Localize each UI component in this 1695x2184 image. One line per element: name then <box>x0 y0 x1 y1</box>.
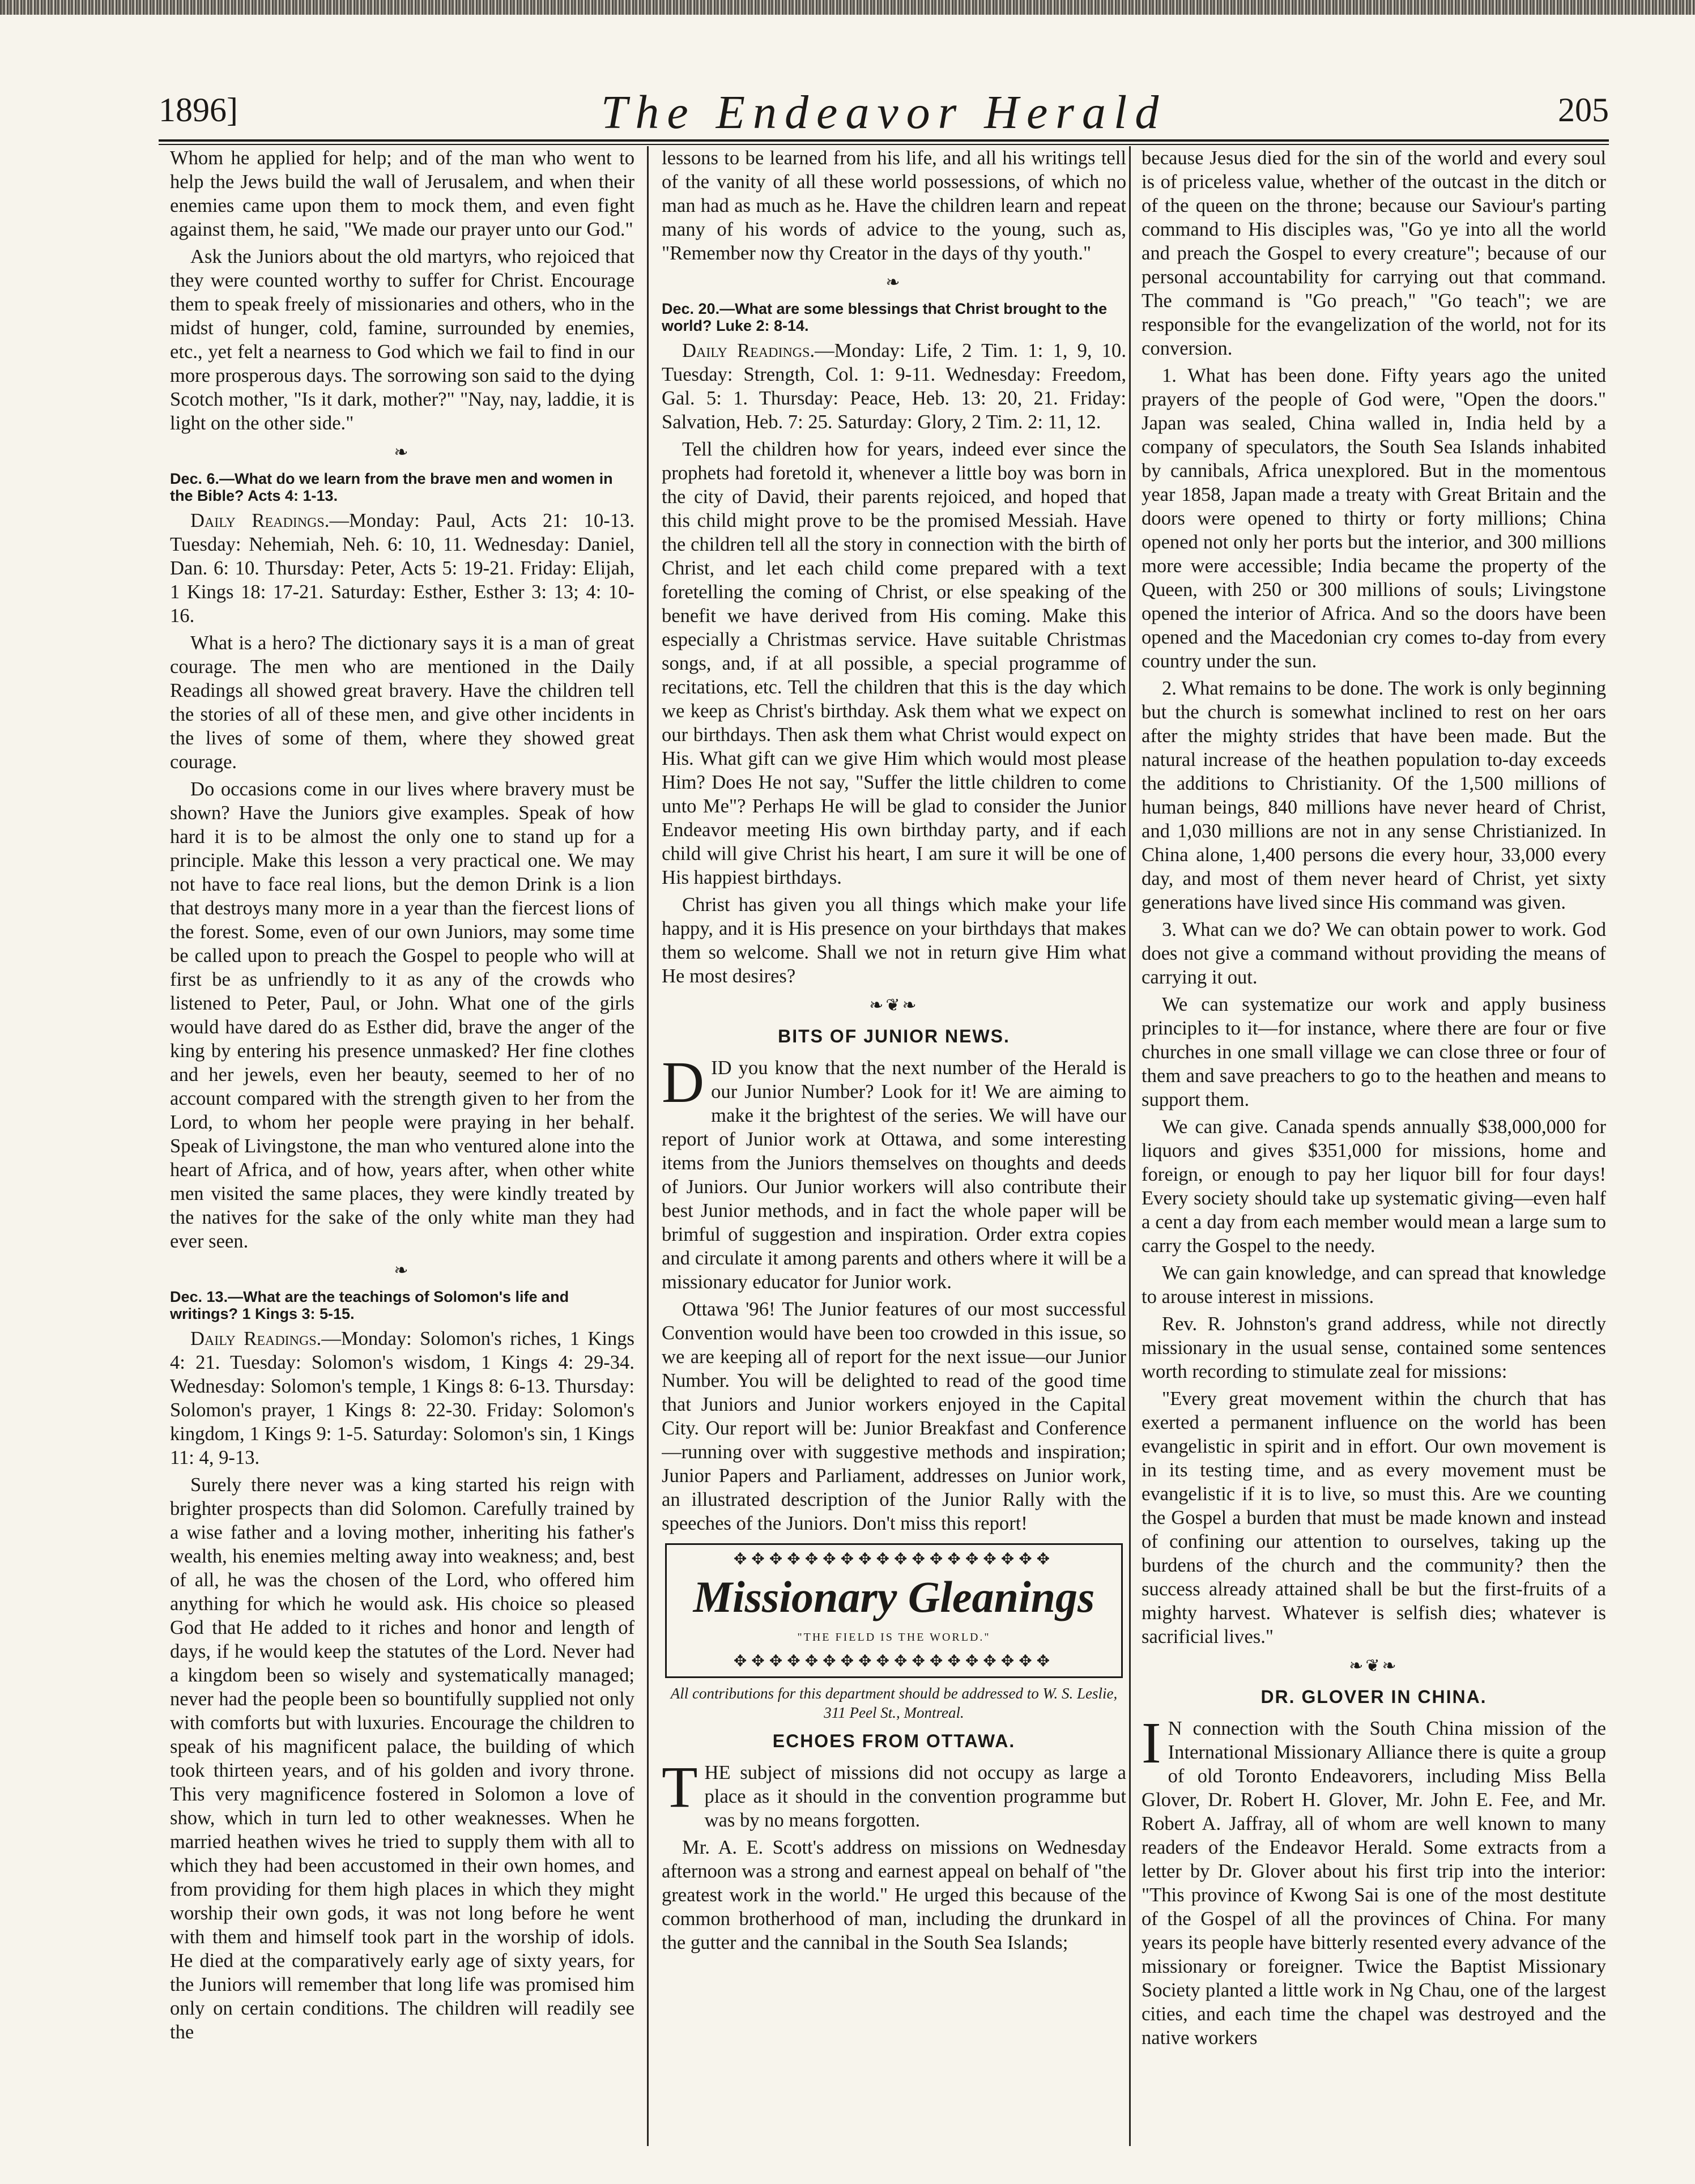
paragraph: Ask the Juniors about the old martyrs, who rejoiced that they were counted worthy to suffer for Christ. Encourage them to speak freely of missionaries and others, who in the midst of hunger, cold, famine, surrounded by enemies, etc., yet felt a nearness to God which we fail to find in our more prosperous days. The sorrowing son said to the dying Scotch mother, "Is it dark, mother?" "Nay, nay, laddie, it is light on the other side." <box>170 246 634 434</box>
paragraph: Christ has given you all things which make your life happy, and it is His presence on your birthdays that makes them so welcome. Shall we not in return give Him what He most desires? <box>662 894 1126 987</box>
ornament-divider: ❧ <box>885 273 902 292</box>
page-number: 205 <box>1558 91 1609 129</box>
department-title: Missionary Gleanings <box>693 1572 1095 1621</box>
daily-readings: —Monday: Paul, Acts 21: 10-13. Tuesday: Nehemiah, Neh. 6: 10, 11. Wednesday: Daniel, Dan. 6: 10. Thursday: Peter, Acts 5: 19-21. Friday: Elijah, 1 Kings 18: 17-21. Saturday: Esther, Esther 3: 13; 4: 10-16. <box>170 510 634 627</box>
ornament-divider: ❧ <box>394 443 411 462</box>
column-1 <box>170 146 634 2146</box>
header-rule <box>159 139 1609 142</box>
paragraph: 3. What can we do? We can obtain power to work. God does not give a command without providing the means of carrying it out. <box>1142 919 1606 988</box>
top-edge-band <box>0 0 1695 15</box>
paragraph: Rev. R. Johnston's grand address, while not directly missionary in the usual sense, contained some sentences worth recording to stimulate zeal for missions: <box>1142 1313 1606 1382</box>
missionary-gleanings-banner <box>665 1543 1123 1678</box>
paragraph: Ottawa '96! The Junior features of our most successful Convention would have been too crowded in this issue, so we are keeping all of report for the next issue—our Junior Number. You will be delighted to read of the good time that Juniors and Junior workers enjoyed in the Capital City. Our report will be: Junior Breakfast and Conference—running over with suggestive methods and inspiration; Junior Papers and Parliament, addresses on Junior work, an illustrated description of the Junior Rally with the speeches of the Juniors. Don't miss this report! <box>662 1299 1126 1534</box>
paragraph: We can give. Canada spends annually $38,000,000 for liquors and gives $351,000 for missions, home and foreign, or enough to pay her liquor bill for four days! Every society should take up systematic giving—even half a cent a day from each member would mean a large sum to carry the Gospel to the needy. <box>1142 1116 1606 1257</box>
daily-readings-label: Daily Readings. <box>190 1328 322 1349</box>
paragraph: "Every great movement within the church that has exerted a permanent influence on the world has been evangelistic in spirit and in effort. Our own movement is in its testing time, and as every movement must be evangelistic if it is to live, so must this. Are we counting the Gospel a burden that must be made known and instead of confining our attention to ourselves, taking up the burdens of the church and the community? then the success already attained shall be but the first-fruits of a mighty harvest. Whatever is selfish dies; whatever is sacrificial lives." <box>1142 1388 1606 1647</box>
paragraph: We can gain knowledge, and can spread that knowledge to arouse interest in missions. <box>1142 1262 1606 1308</box>
daily-readings: —Monday: Life, 2 Tim. 1: 1, 9, 10. Tuesday: Strength, Col. 1: 9-11. Wednesday: Freedom, Gal. 5: 1. Thursday: Peace, Heb. 13: 20, 21. Friday: Salvation, Heb. 7: 25. Saturday: Glory, 2 Tim. 2: 11, 12. <box>662 340 1126 433</box>
paragraph: We can systematize our work and apply business principles to it—for instance, where there are four or five churches in one small village we can close three or four of them and save preachers to go to the heathen and means to support them. <box>1142 994 1606 1110</box>
drop-cap: T <box>662 1755 698 1820</box>
issue-year: 1896] <box>159 91 238 129</box>
topic-heading-dec6: Dec. 6.—What do we learn from the brave men and women in the Bible? Acts 4: 1-13. <box>170 470 613 504</box>
ornament-divider: ❧❦❧ <box>869 996 919 1015</box>
paragraph: Do occasions come in our lives where bravery must be shown? Have the Juniors give examples. Speak of how hard it is to be almost the only one to stand up for a principle. Make this lesson a very practical one. We may not have to face real lions, but the demon Drink is a lion that destroys many more in a year than the fiercest lions of the forest. Some, even of our own Juniors, may some time be called upon to preach the Gospel to people who will at first be as unfriendly to it as any of the crowds who listened to Peter, Paul, or John. What one of the girls would have dared do as Esther did, brave the anger of the king by entering his presence unmasked? Her fine clothes and her jewels, even her beauty, seemed to her of no account compared with the strength given to her from the Lord, to whom her people were praying in her behalf. Speak of Livingstone, the man who ventured alone into the heart of Africa, and of how, years after, when other white men visited the same places, they were kindly treated by the natives for the sake of the only white man they had ever seen. <box>170 778 634 1252</box>
daily-readings-label: Daily Readings. <box>190 510 330 531</box>
paragraph: Tell the children how for years, indeed ever since the prophets had foretold it, whenever a little boy was born in the city of David, their parents rejoiced, and hoped that this child might prove to be the promised Messiah. Have the children tell all the story in connection with the birth of Christ, and let each child come prepared with a text foretelling the coming of Christ, or else speaking of the benefit we have derived from His coming. Make this especially a Christmas service. Have suitable Christmas songs, and, if at all possible, a special programme of recitations, etc. Tell the children that this is the day which we keep as Christ's birthday. Ask them what we expect on our birthdays. Then ask them what Christ would expect on His. What gift can we give Him which would most please Him? Does He not say, "Suffer the little children to come unto Me"? Perhaps He will be glad to consider the Junior Endeavor meeting His own birthday party, and if each child will give Christ his heart, I am sure it will be one of His happiest birthdays. <box>662 438 1126 888</box>
paragraph: 2. What remains to be done. The work is only beginning but the church is somewhat inclined to rest on her oars after the mighty strides that have been made. But the natural increase of the heathen population to-day exceeds the additions to Christianity. Of the 1,500 millions of human beings, 840 millions have never heard of Christ, and 1,030 millions are not in any sense Christianized. In China alone, 1,400 persons die every hour, 33,000 every day, and most of them never heard of Christ, yet sixty generations have lived since His command was given. <box>1142 678 1606 913</box>
paragraph: because Jesus died for the sin of the world and every soul is of priceless value, whether of the outcast in the ditch or of the queen on the throne; because our Saviour's parting command to His disciples was, "Go ye into all the world and preach the Gospel to every creature"; because of our personal accountability for carrying out that command. The command is "Go preach," "Go teach"; we are responsible for the evangelization of the world, not for its conversion. <box>1142 147 1606 359</box>
column-divider-1 <box>647 146 649 2146</box>
paragraph: ID you know that the next number of the Herald is our Junior Number? Look for it! We are aiming to make it the brightest of the series. We will have our report of Junior work at Ottawa, and some interesting items from the Juniors themselves on thoughts and deeds of Juniors. Our Junior workers will also contribute their best Junior methods, and in fact the whole paper will be brimful of suggestion and inspiration. Order extra copies and circulate it among parents and others where it will be a missionary educator for Junior work. <box>662 1057 1126 1293</box>
paragraph: N connection with the South China mission of the International Missionary Alliance there is quite a group of old Toronto Endeavorers, including Miss Bella Glover, Dr. Robert H. Glover, Mr. John E. Fee, and Mr. Robert A. Jaffray, all of whom are well known to many readers of the Endeavor Herald. Some extracts from a letter by Dr. Glover about his first trip into the interior: "This province of Kwong Sai is one of the most destitute of the Gospel of all the provinces of China. For many years its people have bitterly resented every advance of the missionary or foreigner. Twice the Baptist Missionary Society planted a little work in Ng Chau, one of the largest cities, and each time the chapel was destroyed and the native workers <box>1142 1718 1606 2049</box>
daily-readings-label: Daily Readings. <box>682 340 815 361</box>
paragraph: Whom he applied for help; and of the man who went to help the Jews build the wall of Jerusalem, and when their enemies came upon them to mock them, and even fight against them, he said, "We made our prayer unto our God." <box>170 147 634 240</box>
daily-readings: —Monday: Solomon's riches, 1 Kings 4: 21. Tuesday: Solomon's wisdom, 1 Kings 4: 29-34. Wednesday: Solomon's temple, 1 Kings 8: 6-13. Thursday: Solomon's prayer, 1 Kings 8: 22-30. Friday: Solomon's kingdom, 1 Kings 9: 1-5. Saturday: Solomon's sin, 1 Kings 11: 4, 9-13. <box>170 1328 634 1468</box>
paragraph: 1. What has been done. Fifty years ago the united prayers of the people of God were, "Open the doors." Japan was sealed, China walled in, India held by a company of speculators, the South Sea Islands inhabited by cannibals, Africa unexplored. But in the momentous year 1858, Japan made a treaty with Great Britain and the doors were opened to thirty or forty millions; China opened not only her ports but the interior, and 300 millions more were accessible; India became the property of the Queen, with 250 or 300 millions of souls; Livingstone opened the interior of Africa. And so the doors have been opened and the Macedonian cry comes to-day from every country under the sun. <box>1142 365 1606 672</box>
column-divider-2 <box>1129 146 1131 2146</box>
paragraph: lessons to be learned from his life, and all his writings tell of the vanity of all these world possessions, of which no man had as much as he. Have the children learn and repeat many of his words of advice to the young, such as, "Remember now thy Creator in the days of thy youth." <box>662 147 1126 264</box>
paragraph: Surely there never was a king started his reign with brighter prospects than did Solomon. Carefully trained by a wise father and a loving mother, inheriting his father's wealth, his enemies melting away into weakness; and, best of all, he was the chosen of the Lord, who offered him anything for which he would ask. His choice so pleased God that He added to it riches and honor and length of days, if he would keep the statutes of the Lord. Never had a kingdom been so wisely and systematically managed; never had the people been so bountifully supplied not only with comforts but with luxuries. Encourage the children to speak of his magnificent palace, the building of which took thirteen years, and of his golden and ivory throne. This very magnificence fostered in Solomon a love of show, which in turn led to other weaknesses. When he married heathen wives he tried to supply them with all to which they had been accustomed in their own homes, and from providing for them high places in which they might worship their own gods, it was not long before he went with them and himself took part in the worship of idols. He died at the comparatively early age of sixty years, for the Juniors will remember that long life was promised him only on certain conditions. The children will readily see the <box>170 1474 634 2043</box>
ornament-divider: ❧ <box>394 1261 411 1280</box>
paragraph: HE subject of missions did not occupy as large a place as it should in the convention programme but was by no means forgotten. <box>704 1762 1126 1831</box>
topic-heading-dec20: Dec. 20.—What are some blessings that Christ brought to the world? Luke 2: 8-14. <box>662 300 1108 334</box>
publication-title: The Endeavor Herald <box>601 86 1167 139</box>
drop-cap: I <box>1142 1710 1161 1776</box>
topic-heading-dec13: Dec. 13.—What are the teachings of Solomon's life and writings? 1 Kings 3: 5-15. <box>170 1288 569 1322</box>
section-heading-glover: DR. GLOVER IN CHINA. <box>1260 1687 1487 1707</box>
drop-cap: D <box>662 1050 705 1115</box>
masthead <box>159 85 1609 142</box>
ornamental-border: ✥✥✥✥✥✥✥✥✥✥✥✥✥✥✥✥✥✥ <box>733 1653 1055 1670</box>
section-heading-echoes: ECHOES FROM OTTAWA. <box>772 1731 1016 1751</box>
department-motto: "THE FIELD IS THE WORLD." <box>797 1631 991 1644</box>
contributions-note: All contributions for this department should be addressed to W. S. Leslie, 311 Peel St., Montreal. <box>670 1685 1118 1721</box>
paragraph: Mr. A. E. Scott's address on missions on Wednesday afternoon was a strong and earnest appeal on behalf of "the greatest work in the world." He urged this because of the common brotherhood of man, including the drunkard in the gutter and the cannibal in the South Sea Islands; <box>662 1837 1126 1953</box>
section-heading-bits: BITS OF JUNIOR NEWS. <box>778 1026 1010 1046</box>
column-3 <box>1142 146 1606 2146</box>
paragraph: What is a hero? The dictionary says it is a man of great courage. The men who are mentioned in the Daily Readings all showed great bravery. Have the children tell the stories of all of these men, and give other incidents in the lives of some of them, where they showed great courage. <box>170 632 634 773</box>
column-2 <box>662 146 1126 2146</box>
ornament-divider: ❧❦❧ <box>1349 1657 1399 1675</box>
ornamental-border: ✥✥✥✥✥✥✥✥✥✥✥✥✥✥✥✥✥✥ <box>733 1551 1055 1568</box>
header-rule-thin <box>159 144 1609 145</box>
